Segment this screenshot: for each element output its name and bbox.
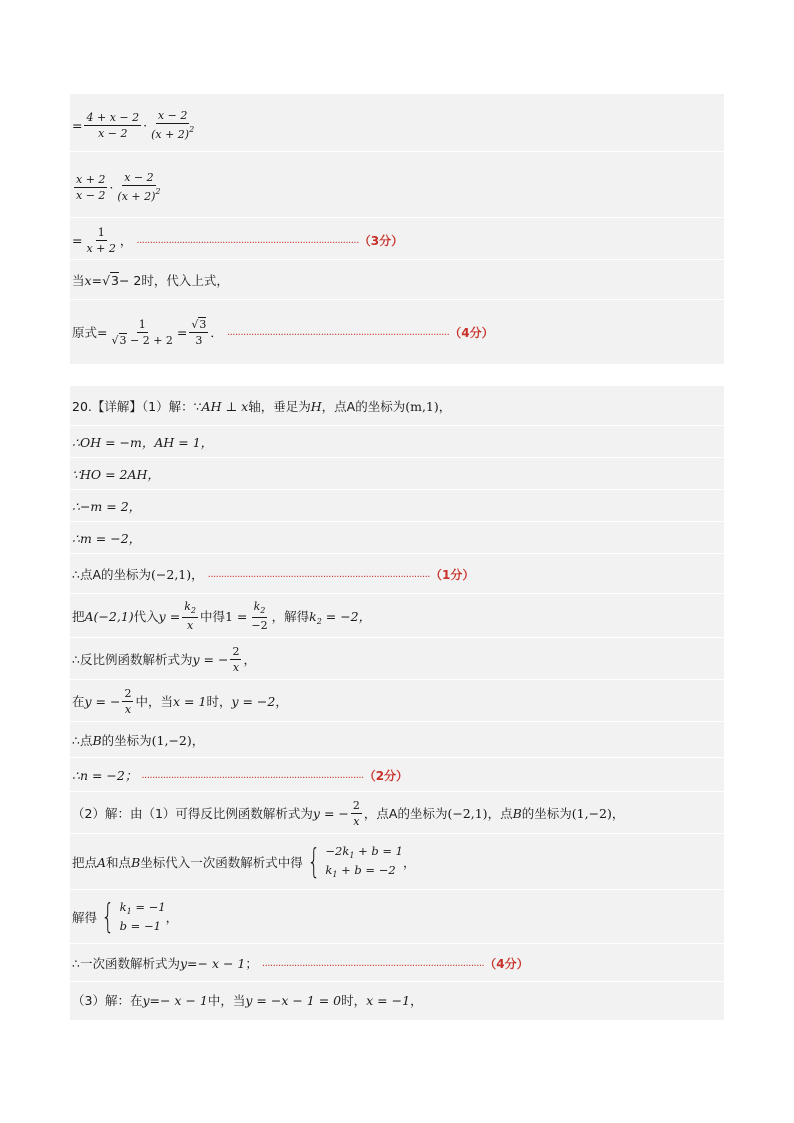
solution-block-2 xyxy=(70,386,724,1020)
formula-line: $\frac{x + 2}{x - 2}$ · $\frac{x - 2}{(x + 2)^2}$ xyxy=(76,171,161,203)
fraction: $\frac{k_2}{-2}$ xyxy=(251,600,268,632)
leader-dots: ................................................................................... xyxy=(261,957,485,969)
fraction: $\frac{x - 2}{(x + 2)^2}$ xyxy=(117,171,161,203)
formula-line: 解得 { $k_1 = -1$ b = −1 ， xyxy=(72,897,179,937)
text-line: ∴m = −2， xyxy=(72,531,142,546)
text-line: ∴OH = −m，AH = 1， xyxy=(72,435,214,450)
row-5 xyxy=(70,522,724,554)
row-16 xyxy=(70,982,724,1020)
fraction: $\frac{1}{x + 2}$ xyxy=(86,225,116,255)
row-1 xyxy=(70,94,724,152)
formula-line: 把 A(−2,1) 代入 y = $\frac{k_2}{x}$ 中得 1 = $\frac{k_2}{-2}$ ，解得 $k_2 = -2$， xyxy=(72,600,372,632)
text-line: 20.【详解】（1）解：∵ AH ⊥ x 轴，垂足为 H ，点A的坐标为 (m,1) ， xyxy=(72,398,452,414)
fraction: $\frac{4 + x - 2}{x - 2}$ xyxy=(86,110,140,140)
row-9 xyxy=(70,680,724,722)
row-1 xyxy=(70,386,724,426)
fraction: $\frac{x + 2}{x - 2}$ xyxy=(76,172,106,202)
score-label: （1分） xyxy=(429,567,475,582)
text-line: 当 x = √ 3 − 2时，代入上式， xyxy=(72,272,229,288)
equation-system: { $-2k_1 + b = 1$ $k_1 + b = -2$ xyxy=(307,842,403,882)
solution-block-1 xyxy=(70,94,724,364)
fraction: $\frac{1}{√3 - 2 + 2}$ xyxy=(111,317,173,347)
fraction: $\frac{2}{x}$ xyxy=(352,798,360,828)
row-13 xyxy=(70,834,724,890)
fraction: $\frac{k_2}{x}$ xyxy=(184,600,196,632)
fraction: $\frac{2}{x}$ xyxy=(124,686,132,716)
text-line: ∴n = −2； ................................................................................... （2分） xyxy=(72,768,409,783)
row-14 xyxy=(70,890,724,944)
formula-line: = $\frac{1}{x + 2}$ ， ................................................................................... （3分） xyxy=(72,225,404,255)
score-label: （2分） xyxy=(363,768,409,783)
fraction: $\frac{√3}{3}$ xyxy=(191,317,207,347)
formula-line: ∴反比例函数解析式为 y = − $\frac{2}{x}$ ， xyxy=(72,644,256,674)
fraction: $\frac{2}{x}$ xyxy=(232,644,240,674)
row-4 xyxy=(70,260,724,300)
score-label: （4分） xyxy=(449,325,494,340)
row-6 xyxy=(70,554,724,594)
score-label: （3分） xyxy=(358,233,404,248)
text-line: ∵HO = 2AH， xyxy=(72,467,160,482)
row-2 xyxy=(70,152,724,218)
text-line: ∴点 B 的坐标为 (1,−2) ， xyxy=(72,732,205,748)
row-3 xyxy=(70,218,724,260)
formula-line: （2）解：由（1）可得反比例函数解析式为 y = − $\frac{2}{x}$ ，点A的坐标为 (−2,1) ，点 B 的坐标为 (1,−2) ， xyxy=(72,798,625,828)
row-8 xyxy=(70,638,724,680)
row-12 xyxy=(70,792,724,834)
text-line: ∴点A的坐标为 (−2,1) ， ................................................................................... （1分） xyxy=(72,566,475,582)
row-7 xyxy=(70,594,724,638)
row-15 xyxy=(70,944,724,982)
score-label: （4分） xyxy=(484,956,529,971)
row-4 xyxy=(70,490,724,522)
leader-dots: ................................................................................... xyxy=(226,326,450,338)
row-3 xyxy=(70,458,724,490)
text-line: ∴−m = 2， xyxy=(72,499,142,514)
sqrt-radicand: 3 xyxy=(111,273,119,288)
formula-line: 原式= $\frac{1}{√3 - 2 + 2}$ = $\frac{√3}{3}$ ． ................................................................................... （4分） xyxy=(72,317,494,347)
leader-dots: ................................................................................... xyxy=(136,234,359,246)
equals-sign: = xyxy=(72,117,83,133)
formula-line: = $\frac{4 + x - 2}{x - 2}$ · $\frac{x - 2}{(x + 2)^2}$ xyxy=(72,109,195,141)
leader-dots: ................................................................................... xyxy=(207,568,430,580)
row-2 xyxy=(70,426,724,458)
text-line: （3）解：在 y=− x − 1 中，当 y = −x − 1 = 0 时， x = −1 ， xyxy=(72,992,423,1008)
text-line: ∴一次函数解析式为 y=− x − 1 ； ................................................................................... （4分） xyxy=(72,955,529,971)
leader-dots: ................................................................................... xyxy=(141,769,364,781)
row-5 xyxy=(70,300,724,364)
row-10 xyxy=(70,722,724,758)
fraction: $\frac{x - 2}{(x + 2)^2}$ xyxy=(151,109,195,141)
formula-line: 把点 A 和点 B 坐标代入一次函数解析式中得 { $-2k_1 + b = 1$ $k_1 + b = -2$ ， xyxy=(72,842,416,882)
equation-system: { $k_1 = -1$ b = −1 xyxy=(101,897,166,937)
row-11 xyxy=(70,758,724,792)
formula-line: 在 y = − $\frac{2}{x}$ 中，当 x = 1 时， y = −2 ， xyxy=(72,686,288,716)
